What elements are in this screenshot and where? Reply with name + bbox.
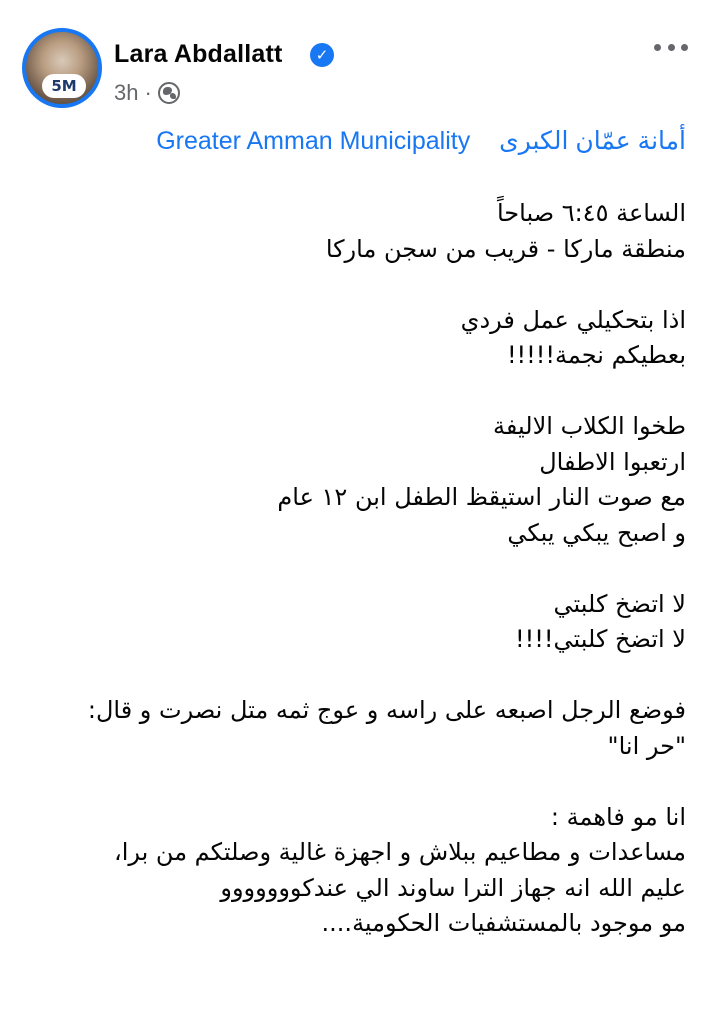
- verified-badge-icon: ✓: [310, 43, 334, 67]
- post-text-line: ارتعبوا الاطفال: [539, 447, 686, 476]
- paragraph-gap: [16, 551, 686, 587]
- globe-icon[interactable]: [158, 82, 180, 104]
- more-options-icon[interactable]: [654, 40, 688, 54]
- avatar-badge: 5M: [42, 74, 86, 98]
- tagged-page: [156, 126, 686, 156]
- post-text-line: و اصبح يبكي يبكي: [507, 518, 686, 547]
- post-text-line: بعطيكم نجمة!!!!!: [506, 341, 686, 369]
- post-text-line: عليم الله انه جهاز الترا ساوند الي عندكووووووو: [220, 873, 686, 902]
- meta-separator: ·: [144, 80, 152, 105]
- paragraph-gap: [16, 267, 686, 303]
- post-meta: [114, 80, 180, 106]
- post-header: [0, 0, 710, 120]
- post-text-line: لا اتضخ كلبتي!!!!: [515, 625, 686, 653]
- post-text-line: انا مو فاهمة :: [550, 802, 686, 831]
- post-text-line: لا اتضخ كلبتي: [553, 589, 686, 618]
- post-text-line: مع صوت النار استيقظ الطفل ابن ١٢ عام: [277, 483, 686, 511]
- author-avatar[interactable]: [22, 28, 102, 108]
- post-text-line: الساعة ٦:٤٥ صباحاً: [496, 199, 686, 227]
- post-text: [16, 196, 686, 942]
- post-text-line: "حر انا": [607, 731, 686, 760]
- paragraph-gap: [16, 658, 686, 694]
- post-text-line: اذا بتحكيلي عمل فردي: [460, 305, 686, 334]
- post-text-line: مو موجود بالمستشفيات الحكومية....: [321, 909, 686, 937]
- paragraph-gap: [16, 764, 686, 800]
- post-timestamp[interactable]: 3h: [114, 80, 139, 105]
- author-name[interactable]: Lara Abdallatt: [114, 40, 283, 68]
- post-text-line: فوضع الرجل اصبعه على راسه و عوج ثمه متل نصرت و قال:: [87, 696, 686, 724]
- tag-arabic[interactable]: أمانة عمّان الكبرى: [499, 127, 686, 155]
- tag-english[interactable]: Greater Amman Municipality: [156, 127, 471, 155]
- post-text-line: مساعدات و مطاعيم ببلاش و اجهزة غالية وصلتكم من برا،: [113, 838, 686, 866]
- post-text-line: طخوا الكلاب الاليفة: [493, 412, 686, 440]
- paragraph-gap: [16, 374, 686, 410]
- post-text-line: منطقة ماركا - قريب من سجن ماركا: [325, 234, 686, 263]
